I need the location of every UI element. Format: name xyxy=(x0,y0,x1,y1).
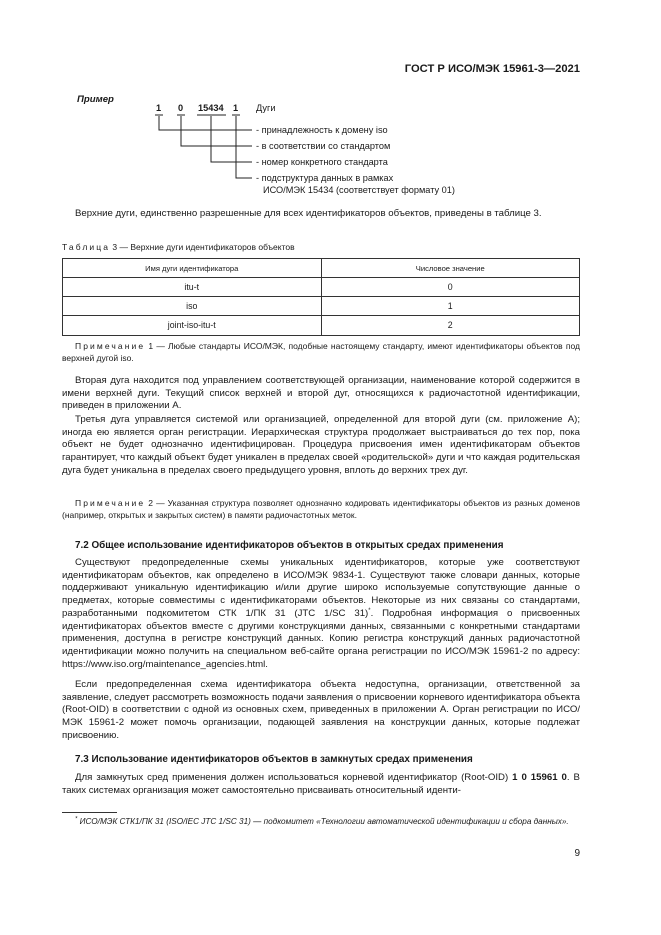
oid-example-diagram xyxy=(0,0,661,200)
table-header-row xyxy=(63,259,580,278)
footnote-ref: * xyxy=(368,607,371,614)
note-1 xyxy=(62,340,580,364)
section-heading-7-3: 7.3 Использование идентификаторов объектов в замкнутых средах применения xyxy=(75,754,473,765)
paragraph-open-part-a: Существуют предопределенные схемы уникальных идентификаторов, которые уже соответствуют идентификаторам объектов, как определено в ИСО/МЭК 9834-1. Существуют также словари данных, которые поддерживают уникальную идентификацию и/или другие широко используемые сопутствующие данные о предметах, которые совместимы с идентификаторами объектов. Некоторые из них связаны со стандартами, разработанными подкомитетом СТК 1/ПК 31 (JTC 1/SC 31) xyxy=(62,557,580,619)
digit-0: 0 xyxy=(178,103,184,113)
table-cell-arc-name: joint-iso-itu-t xyxy=(63,316,322,335)
legend-domain: - принадлежность к домену iso xyxy=(256,125,388,135)
footnote-text: ИСО/МЭК СТК1/ПК 31 (ISO/IEC JTC 1/SC 31) — подкомитет «Технологии автоматической идентификации и сбора данных». xyxy=(77,817,569,826)
paragraph-third-arc: Третья дуга управляется системой или организацией, определенной для второй дуги (см. приложение А); иногда ею является орган регистрации. Иерархическая структура продолжает выстраиваться до тех пор, пока объект не будет однозначно идентифицирован. Процедура присвоения имен идентификаторам объектов гарантирует, что каждый объект будет уникален в пределах своей «родительской» дуги и что каждая родительская дуга будет уникальна в пределах своего предыдущего уровня, вплоть до верхних трех дуг. xyxy=(62,414,580,476)
paragraph-closed-part-a: Для замкнутых сред применения должен использоваться корневой идентификатор (Root-OID) xyxy=(75,772,513,783)
table-cell-value: 0 xyxy=(321,278,580,297)
legend-substructure: - подструктура данных в рамках xyxy=(256,173,394,183)
paragraph-top-arcs: Верхние дуги, единственно разрешенные для всех идентификаторов объектов, приведены в таблице 3. xyxy=(75,208,542,219)
document-header: ГОСТ Р ИСО/МЭК 15961-3—2021 xyxy=(404,63,580,75)
top-arcs-table xyxy=(62,258,580,336)
footnote-divider xyxy=(62,812,117,813)
table-cell-value: 2 xyxy=(321,316,580,335)
paragraph-second-arc: Вторая дуга находится под управлением соответствующей организации, наименование которой содержится в имени верхней дуги. Текущий список верхней и второй дуг, относящихся к радиочастотной идентификации, приведен в приложении А. xyxy=(62,375,580,412)
table-header-arc-name: Имя дуги идентификатора xyxy=(63,259,322,278)
table-cell-value: 1 xyxy=(321,297,580,316)
table-caption-label: Таблица xyxy=(62,242,111,252)
arcs-label: Дуги xyxy=(256,103,276,113)
page-number: 9 xyxy=(574,848,580,859)
legend-number: - номер конкретного стандарта xyxy=(256,157,388,167)
note-2-label: Примечание xyxy=(75,498,146,508)
note-1-text: 1 — Любые стандарты ИСО/МЭК, подобные настоящему стандарту, имеют идентификаторы объектов под верхней дугой iso. xyxy=(62,341,580,364)
digit-15434: 15434 xyxy=(198,103,224,113)
paragraph-open-part-b: . Подробная информация о присвоенных идентификаторах объектов вместе с другими конструкциями данных, связанными с конкретными стандартами применения, доступна в регистре конструкций данных. Копию регистра конструкций данных радиочастотной идентификации можно получить на специальном веб-сайте органа регистрации по ИСО/МЭК 15961-2 по адресу: https://www.iso.org/maintenance_agencies.html. xyxy=(62,607,580,670)
note-1-label: Примечание xyxy=(75,341,146,351)
note-2-text: 2 — Указанная структура позволяет однозначно кодировать идентификаторы объектов из разных доменов (например, открытых и закрытых систем) в памяти радиочастотных меток. xyxy=(62,498,580,521)
table-header-value: Числовое значение xyxy=(321,259,580,278)
legend-standard: - в соответствии со стандартом xyxy=(256,141,391,151)
root-oid-value: 1 0 15961 0 xyxy=(512,772,567,783)
footnote xyxy=(62,816,580,828)
table-cell-arc-name: iso xyxy=(63,297,322,316)
digit-1b: 1 xyxy=(233,103,239,113)
paragraph-root-oid-application: Если предопределенная схема идентификатора объекта недоступна, организации, ответственной за заявление, следует рассмотреть возможность подачи заявления о присвоении корневого идентификатора объекта (Root-OID) в соответствии с одной из основных схем, приведенных в приложении А. Орган регистрации по ИСО/МЭК 15961-2 может помочь организации, подающей заявления на конструкции данных, которые подлежат присвоению. xyxy=(62,679,580,741)
table-cell-arc-name: itu-t xyxy=(63,278,322,297)
legend-substructure-cont: ИСО/МЭК 15434 (соответствует формату 01) xyxy=(263,185,455,195)
table-row xyxy=(63,278,580,297)
paragraph-closed-environments xyxy=(62,772,580,797)
paragraph-closed-part-b: . В таких системах организация может самостоятельно присваивать относительный иденти- xyxy=(62,772,580,796)
section-heading-7-2: 7.2 Общее использование идентификаторов объектов в открытых средах применения xyxy=(75,540,504,551)
digit-1: 1 xyxy=(156,103,162,113)
connector-lines xyxy=(159,116,252,178)
note-2 xyxy=(62,497,580,521)
paragraph-open-environments xyxy=(62,557,580,671)
table-row xyxy=(63,297,580,316)
table-caption xyxy=(62,242,295,252)
table-caption-text: 3 — Верхние дуги идентификаторов объектов xyxy=(112,242,295,252)
table-row xyxy=(63,316,580,335)
example-label: Пример xyxy=(77,94,114,105)
footnote-mark: * xyxy=(75,816,78,823)
